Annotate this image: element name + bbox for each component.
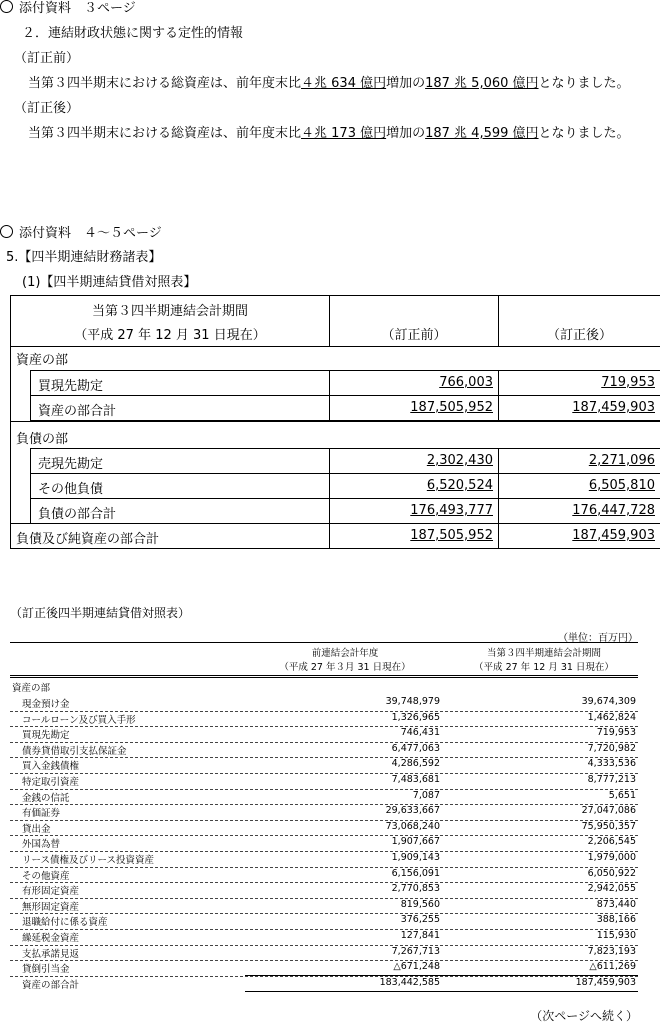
section2-header: 添付資料 ４～５ページ (0, 222, 162, 241)
row-label: 有価証券 (22, 808, 61, 820)
curr-value: 388,166 (596, 914, 636, 926)
curr-value: 4,333,536 (587, 758, 636, 770)
curr-period-line2: （平成 27 年 12 月 31 日現在） (474, 662, 614, 673)
row-label: 現金預け金 (22, 699, 70, 710)
prev-value: △671,248 (393, 961, 440, 973)
curr-value: 7,720,982 (587, 742, 636, 754)
curr-value: 2,206,545 (587, 836, 636, 848)
section1-header: 添付資料 ３ページ (0, 0, 136, 16)
row-label: 有形固定資産 (22, 886, 80, 898)
curr-value: 75,950,357 (581, 820, 636, 832)
table-row (10, 773, 638, 789)
table-row (10, 835, 638, 851)
row-before-value: 6,520,524 (426, 478, 493, 493)
row-label: 買入金銭債権 (22, 761, 80, 773)
prev-value: 6,156,091 (391, 867, 440, 879)
table-row (10, 804, 638, 820)
prev-value: 1,907,667 (391, 836, 440, 848)
curr-value: 873,440 (596, 898, 636, 910)
liabilities-section-label: 負債の部 (16, 432, 69, 447)
curr-period-line1: 当第３四半期連結会計期間 (486, 648, 601, 659)
curr-value: 6,050,922 (587, 867, 636, 879)
before-label: （訂正前） (14, 51, 80, 66)
row-label: 売現先勘定 (38, 457, 104, 472)
table-row (10, 820, 638, 836)
table-row (10, 711, 638, 727)
revised-balance-table (10, 642, 638, 1012)
total-bottom-rule (245, 991, 638, 992)
curr-value: 5,651 (608, 789, 636, 801)
curr-value: 1,462,824 (587, 711, 636, 723)
table-row (10, 976, 638, 992)
column-before: （訂正前） (381, 328, 447, 343)
period-line1: 当第３四半期連結会計期間 (91, 304, 248, 319)
table-row (10, 882, 638, 898)
prev-value: 127,841 (400, 930, 440, 941)
curr-value: 27,047,086 (581, 805, 636, 817)
curr-value: 2,942,055 (587, 883, 636, 895)
before-total: 187 兆 5,060 億円 (425, 76, 539, 91)
row-label: その他資産 (22, 870, 70, 882)
prev-value: 7,087 (412, 789, 440, 801)
row-before-value: 2,302,430 (426, 453, 493, 468)
table-row (10, 757, 638, 773)
table-row (10, 960, 638, 976)
row-after-value: 2,271,096 (588, 453, 655, 468)
column-after: （訂正後） (546, 328, 612, 343)
row-after-value: 187,459,903 (572, 400, 655, 415)
bullet-circle-icon (0, 0, 13, 13)
row-label: その他負債 (38, 482, 104, 497)
total-rule (245, 975, 638, 976)
prev-value: 183,442,585 (379, 976, 440, 988)
section1-title: ２．連結財政状態に関する定性的情報 (22, 26, 244, 41)
row-label: 退職給付に係る資産 (22, 917, 108, 929)
after-label: （訂正後） (14, 101, 80, 116)
row-label: 資産の部合計 (38, 404, 117, 419)
row-label: 外国為替 (22, 839, 61, 851)
row-before-value: 176,493,777 (410, 503, 493, 518)
curr-value: 1,979,000 (587, 852, 636, 863)
prev-value: 1,909,143 (391, 852, 440, 863)
continued-note: （次ページへ続く） (530, 1009, 638, 1023)
section2-title: 5.【四半期連結財務諸表】 (6, 250, 162, 265)
row-label: 買現先勘定 (38, 379, 104, 394)
prev-value: 1,326,965 (391, 711, 440, 723)
prev-value: 376,255 (400, 914, 440, 926)
row-after-value: 6,505,810 (588, 478, 655, 493)
after-increase: ４兆 173 億円 (301, 126, 387, 141)
row-label: 繰延税金資産 (22, 933, 80, 944)
revised-balance-title: （訂正後四半期連結貸借対照表） (10, 606, 191, 620)
section2-subtitle: (1)【四半期連結貸借対照表】 (22, 275, 197, 290)
prev-value: 819,560 (400, 898, 440, 910)
prev-value: 2,770,853 (391, 883, 440, 895)
row-label: リース債権及びリース投資資産 (22, 855, 155, 866)
after-sentence: 当第３四半期末における総資産は、前年度末比４兆 173 億円増加の187 兆 4,599 億円となりました。 (28, 126, 630, 141)
prev-value: 746,431 (400, 727, 440, 739)
table-row (10, 726, 638, 742)
table-row (10, 851, 638, 867)
prev-value: 7,267,713 (391, 945, 440, 957)
table-row (10, 742, 638, 758)
before-increase: ４兆 634 億円 (301, 76, 387, 91)
curr-value: △611,269 (589, 961, 636, 973)
table-row (10, 913, 638, 929)
row-label: 支払承諾見返 (22, 948, 80, 960)
prev-value: 7,483,681 (391, 774, 440, 785)
row-label: 負債及び純資産の部合計 (16, 532, 160, 547)
prev-period-line2: （平成 27 年３月 31 日現在） (279, 662, 411, 673)
row-before-value: 766,003 (439, 375, 493, 390)
curr-value: 115,930 (596, 930, 636, 941)
prev-value: 29,633,667 (385, 805, 440, 817)
curr-value: 7,823,193 (587, 945, 636, 957)
unit-label: （単位：百万円） (558, 633, 638, 644)
row-label: 特定取引資産 (22, 777, 80, 788)
table-row (10, 945, 638, 961)
table-row (10, 867, 638, 883)
row-label: 負債の部合計 (38, 507, 117, 522)
row-label: 無形固定資産 (22, 901, 80, 913)
assets-section-label: 資産の部 (12, 683, 51, 694)
assets-section-label: 資産の部 (16, 353, 69, 368)
prev-value: 73,068,240 (385, 820, 440, 832)
period-line2: （平成 27 年 12 月 31 日現在） (74, 328, 266, 343)
prev-value: 39,748,979 (385, 696, 440, 707)
curr-value: 187,459,903 (575, 976, 636, 988)
curr-value: 8,777,213 (587, 774, 636, 785)
prev-value: 6,477,063 (391, 742, 440, 754)
row-after-value: 176,447,728 (572, 503, 655, 518)
table-row (10, 898, 638, 914)
row-label: 債券貸借取引支払保証金 (22, 745, 127, 757)
row-label: 買現先勘定 (22, 730, 70, 742)
bullet-circle-icon (0, 225, 13, 238)
curr-value: 719,953 (596, 727, 636, 739)
row-before-value: 187,505,952 (410, 528, 493, 543)
prev-value: 4,286,592 (391, 758, 440, 770)
before-sentence: 当第３四半期末における総資産は、前年度末比４兆 634 億円増加の187 兆 5,060 億円となりました。 (28, 76, 630, 91)
table-row (10, 929, 638, 945)
row-label: コールローン及び買入手形 (22, 714, 136, 726)
curr-value: 39,674,309 (581, 696, 636, 707)
row-before-value: 187,505,952 (410, 400, 493, 415)
row-label: 金銭の信託 (22, 792, 70, 804)
after-total: 187 兆 4,599 億円 (425, 126, 539, 141)
table-row (10, 695, 638, 711)
prev-period-line1: 前連結会計年度 (311, 648, 379, 659)
row-label: 貸出金 (22, 823, 51, 835)
row-after-value: 719,953 (601, 375, 655, 390)
table-row (10, 789, 638, 805)
row-after-value: 187,459,903 (572, 528, 655, 543)
row-label: 貸倒引当金 (22, 964, 70, 976)
row-label: 資産の部合計 (22, 979, 80, 991)
